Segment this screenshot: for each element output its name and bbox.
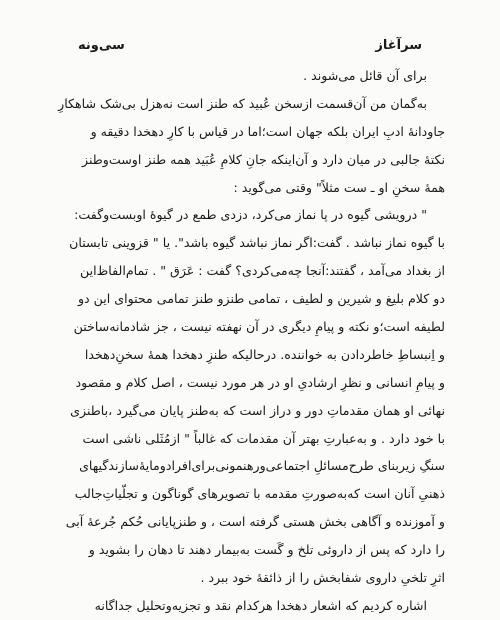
text-line: به‌گمان من آن‌قسمت از‌سخن عُبید که طنز است نه‌هزل بی‌شک شاهکارِ [58,95,427,111]
text-line: برای آن قائل می‌شوند . [303,68,427,83]
text-line: نهائی او همان مقدماتِ دور و دراز است که به‌طنز پایان می‌گیرد ،باطنزی [70,402,445,418]
text-line: نکتهٔ جالبی در میان دارد و آن‌اینکه جانِ کلامِ عُبَید همه طنز اوست‌وطنز [82,151,445,167]
text-line: ذهنیِ آنان است که‌به‌صورتِ مقدمه با تصویرهای گوناگون و تجلّیاتِ‌جالب [74,486,445,502]
text-line: سنگِ زیربنای طرح‌مسائلِ اجتماعی‌ورهنمونی‌برای‌افرادو‌مایهٔ‌سازندگیهای [79,458,445,474]
text-line: " درویشی گیوه در پا نماز می‌کرد، دزدی طمع در گیوهٔ اوبست‌وگفت: [74,207,427,223]
text-line: و پیامِ انسانی و نظرِ ارشادیِ او در هر مورد نیست ، اصل کلام و مقصود [75,374,445,390]
chapter-title: سرآغاز [375,38,422,53]
text-line: همهٔ سخنِ او ـ ست مثلاً" وقتی می‌گوید : [233,179,445,195]
text-line: را دارد که پس از داروئی تلخ و گَست به‌بیمار دهند تا دهان را بشوید و [88,542,445,558]
text-line: لطیفه است؛و نکته و پیامِ دیگری در آن نهفته نیست ، جز شادمانه‌ساختن [73,319,445,335]
running-header [78,38,422,53]
body-text [55,62,445,620]
page-number: سی‌ونه [78,38,125,53]
text-line: اثرِ تلخیِ داروی شفابخش را از ذائقهٔ خود ببرد . [200,570,445,586]
text-line: از بغداد می‌آمد ، گفتند:آنجا چه‌می‌کردی؟ گفت : عَرَق " . تمام‌الفاظ‌این [80,263,445,279]
text-line: با خود دارد . و به‌عبارتِ بهتر آن مقدمات که غالباً " از‌مُثَلی ناشی است [82,430,445,446]
text-line: دو کلام بلیغ و شیرین و لطیف ، تمامی طنز‌و طنز تمامی محتوای این دو [77,291,445,307]
text-line: جاودانهٔ ادبِ ایران بلکه جهان است؛اما در قیاس با کارِ دهخدا دقیقه و [90,123,445,139]
text-line: و آموزنده و آگاهی بخش هستی گرفته است ، و طنز‌پایانی حُکم‌ جُرعهٔ آبی [65,514,445,530]
text-line: با گیوه نماز نباشد . گفت:اگر نماز نباشد گیوه باشد". یا " قزوینی تابستان [69,235,445,251]
text-line: و اِنبساطِ خاطردادن به خواننده. درحالیکه طنزِ دهخدا همهٔ سخنِ‌دهخدا [84,346,445,362]
text-line: اشاره کردیم که اشعار دهخدا هرکدام نقد و تجزیه‌وتحلیل جداگانه [94,597,427,613]
